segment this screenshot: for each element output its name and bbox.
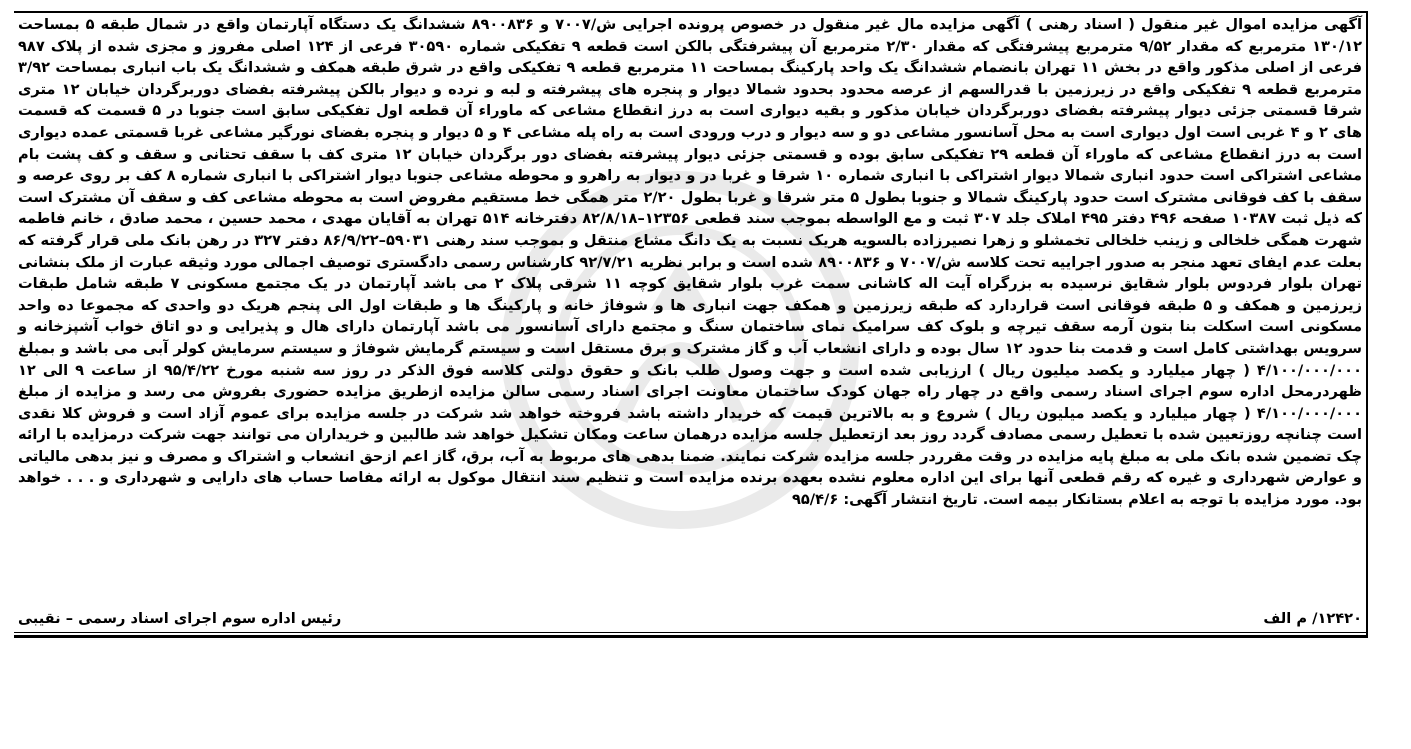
signature-line: رئیس اداره سوم اجرای اسناد رسمی – نقیبی <box>18 610 342 627</box>
top-border-rule <box>14 11 1368 13</box>
bottom-border-rule-thin <box>14 632 1368 633</box>
reference-number: ۱۲۴۲۰/ م الف <box>1263 610 1362 627</box>
right-border-rule <box>1366 11 1368 637</box>
bottom-border-rule-thick <box>14 635 1368 638</box>
notice-body: آگهی مزایده اموال غیر منقول ( اسناد رهنی ) آگهی مزایده مال غیر منقول در خصوص پرونده اجرایی ش/۷۰۰۷ و ۸۹۰۰۸۳۶ ششدانگ یک دستگاه آپارتمان واقع در شمال طبقه ۵ بمساحت ۱۳۰/۱۲ مترمربع که مقدار ۹/۵۲ مترمربع پیشرفتگی که مقدار ۲/۳۰ مترمربع آن پیشرفتگی بالکن است قطعه ۹ تفکیکی شماره ۳۰۵۹۰ فرعی از ۱۲۴ اصلی مفروز و مجزی شده از پلاک ۹۸۷ فرعی از اصلی مذکور واقع در بخش ۱۱ تهران بانضمام ششدانگ یک واحد پارکینگ بمساحت ۱۱ مترمربع قطعه ۹ تفکیکی واقع در شرق طبقه همکف و ششدانگ یک باب انباری بمساحت ۳/۹۲ مترمربع قطعه ۹ تفکیکی واقع در زیرزمین با قدرالسهم از عرصه محدود بحدود شمالا دیوار و پنجره های پیشرفته و لبه و نرده و دیوار بالکن پیشرفته بفضای دوربرگردان خیابان ۱۲ متری شرقا قسمتی جزئی دیوار پیشرفته بفضای دوربرگردان خیابان مذکور و بقیه دیواری است به درز انقطاع مشاعی که ماوراء آن قطعه اول تفکیکی سابق است جنوبا در ۵ قسمت که قسمت های ۲ و ۴ غربی است اول دیواری است به محل آسانسور مشاعی دو و سه دیوار و درب ورودی است به راه پله مشاعی ۴ و ۵ دیوار و پنجره بفضای نورگیر مشاعی غربا قسمتی عمده دیواری است به درز انقطاع مشاعی که ماوراء آن قطعه ۲۹ تفکیکی سابق بوده و قسمتی جزئی دیوار پیشرفته بفضای دور برگردان خیابان ۱۲ متری کف با سقف تحتانی و سقف و کف پشت بام مشاعی اشتراکی است حدود انباری شمالا دیوار اشتراکی با انباری شماره ۱۰ شرقا و غربا در و دیوار به راهرو و محوطه مشاعی جنوبا دیوار اشتراکی با انباری شماره ۸ کف بر روی عرصه و سقف با کف فوقانی مشترک است حدود پارکینگ شمالا و جنوبا بطول ۵ متر شرقا و غربا بطول ۲/۲۰ متر همگی خط مستقیم مفروض است به محوطه مشاعی کف و سقف آن مشترک است که ذیل ثبت ۱۰۳۸۷ صفحه ۴۹۶ دفتر ۴۹۵ املاک جلد ۳۰۷ ثبت و مع الواسطه بموجب سند قطعی ۱۲۳۵۶–۸۲/۸/۱۸ دفترخانه ۵۱۴ تهران به آقایان مهدی ، محمد حسین ، محمد صادق ، خانم فاطمه شهرت همگی خلخالی و زینب خلخالی تخمشلو و زهرا نصیرزاده بالسویه هریک نسبت به یک دانگ مشاع منتقل و بموجب سند رهنی ۵۹۰۳۱–۸۶/۹/۲۲ دفتر ۳۲۷ در رهن بانک ملی قرار گرفته که بعلت عدم ایفای تعهد منجر به صدور اجراییه تحت کلاسه ش/۷۰۰۷ و ۸۹۰۰۸۳۶ شده است و برابر نظریه ۹۲/۷/۲۱ کارشناس رسمی دادگستری توصیف اجمالی مورد وثیقه عبارت از ملک بنشانی تهران بلوار فردوس بلوار شقایق نرسیده به بزرگراه آیت اله کاشانی سمت غرب بلوار شقایق کوچه ۱۱ شرقی پلاک ۲ می باشد آپارتمان در یک مجتمع مسکونی ۷ طبقه شامل طبقات زیرزمین و همکف و ۵ طبقه فوقانی است قراردارد که طبقه زیرزمین و همکف جهت انباری ها و شوفاژ خانه و پارکینگ ها و طبقات اول الی پنجم هریک دو واحدی که مجموعا ده واحد مسکونی است اسکلت بنا بتون آرمه سقف تیرچه و بلوک کف سرامیک نمای ساختمان سنگ و مجتمع دارای آسانسور می باشد آپارتمان دارای هال و پذیرایی و دو اتاق خواب آشپزخانه و سرویس بهداشتی کامل است و قدمت بنا حدود ۱۲ سال بوده و دارای انشعاب آب و گاز مشترک و برق مستقل است و سیستم گرمایش شوفاژ و سیستم سرمایش کولر آبی می باشد و بمبلغ ۴/۱۰۰/۰۰۰/۰۰۰ ( چهار میلیارد و یکصد میلیون ریال ) ارزیابی شده است و جهت وصول طلب بانک و حقوق دولتی کلاسه فوق الذکر در روز سه شنبه مورخ ۹۵/۴/۲۲ از ساعت ۹ الی ۱۲ ظهردرمحل اداره سوم اجرای اسناد رسمی واقع در چهار راه جهان کودک ساختمان معاونت اجرای اسناد رسمی سالن مزایده ازطریق مزایده حضوری بفروش می رسد و مزایده از مبلغ ۴/۱۰۰/۰۰۰/۰۰۰ ( چهار میلیارد و یکصد میلیون ریال ) شروع و به بالاترین قیمت که خریدار داشته باشد فروخته خواهد شد شرکت در جلسه مزایده برای عموم آزاد است و فروش کلا نقدی است چنانچه روزتعیین شده با تعطیل رسمی مصادف گردد روز بعد ازتعطیل جلسه مزایده درهمان ساعت ومکان تشکیل خواهد شد طالبین و خریداران می توانند جهت شرکت درمزایده با ارائه چک تضمین شده بانک ملی به مبلغ پایه مزایده در وقت مقرردر جلسه مزایده شرکت نمایند. ضمنا بدهی های مربوط به آب، برق، گاز اعم ازحق انشعاب و اشتراک و مصرف و نیز بدهی مالیاتی و عوارض شهرداری و غیره که رقم قطعی آنها برای این اداره معلوم نشده بعهده برنده مزایده است و تنظیم سند انتقال موکول به ارائه مفاصا حساب های دارایی و شهرداری و . . . خواهد بود. مورد مزایده با توجه به اعلام بستانکار بیمه است. تاریخ انتشار آگهی: ۹۵/۴/۶ <box>18 16 1363 509</box>
notice-footer <box>18 608 1362 630</box>
